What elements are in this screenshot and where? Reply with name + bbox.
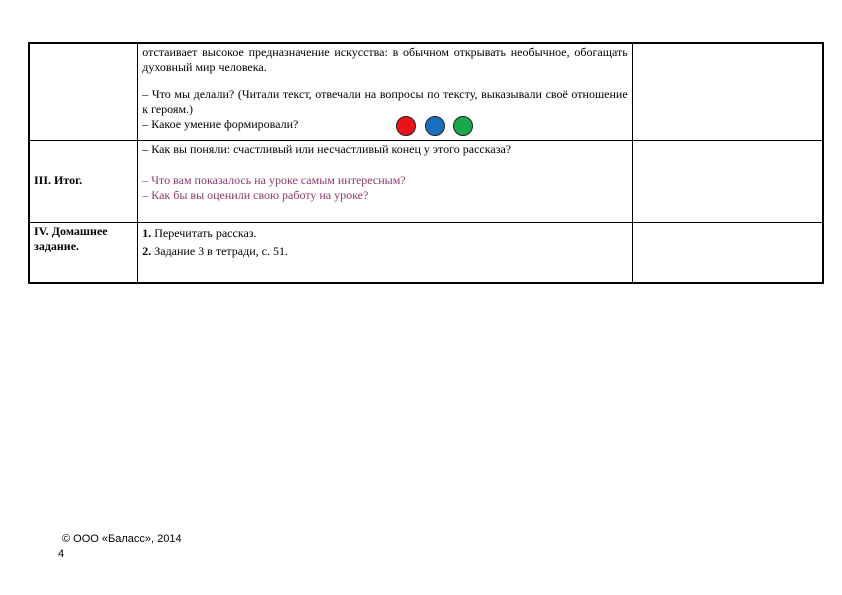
stage-cell bbox=[29, 140, 138, 222]
table-row bbox=[29, 222, 823, 283]
lesson-table bbox=[28, 42, 824, 284]
stage-cell bbox=[29, 222, 138, 283]
blue-circle-icon bbox=[425, 116, 445, 136]
content-cell bbox=[138, 222, 632, 283]
stage-title: Итог. bbox=[51, 173, 83, 187]
notes-cell bbox=[632, 222, 823, 283]
table-row bbox=[29, 140, 823, 222]
stage-number: III. bbox=[34, 173, 52, 187]
question-text: – Что вам показалось на уроке самым интересным? bbox=[142, 172, 406, 187]
question-text: – Как бы вы оценили свою работу на уроке? bbox=[142, 187, 369, 202]
question-text: – Какое умение формировали? bbox=[142, 117, 299, 131]
green-circle-icon bbox=[453, 116, 473, 136]
homework-item: 1. Перечитать рассказ. bbox=[142, 225, 257, 240]
question-text: – Что мы делали? (Читали текст, отвечали на вопросы по тексту, выказывали своё отношение к героям.) bbox=[142, 87, 628, 116]
page-number: 4 bbox=[58, 548, 65, 560]
stage-title: Домашнее задание. bbox=[34, 223, 108, 253]
copyright-text: © ООО «Баласс», 2014 bbox=[62, 533, 182, 545]
stage-cell bbox=[29, 43, 138, 140]
notes-cell bbox=[632, 43, 823, 140]
content-cell bbox=[138, 140, 632, 222]
homework-item: 2. Задание 3 в тетради, с. 51. bbox=[142, 243, 288, 258]
question-text: – Как вы поняли: счастливый или несчастливый конец у этого рассказа? bbox=[142, 141, 512, 156]
paragraph-text: отстаивает высокое предназначение искусства: в обычном открывать необычное, обогащать духовный мир человека. bbox=[142, 45, 628, 74]
stage-number: IV. bbox=[34, 223, 49, 238]
red-circle-icon bbox=[396, 116, 416, 136]
notes-cell bbox=[632, 140, 823, 222]
content-cell bbox=[138, 43, 632, 140]
